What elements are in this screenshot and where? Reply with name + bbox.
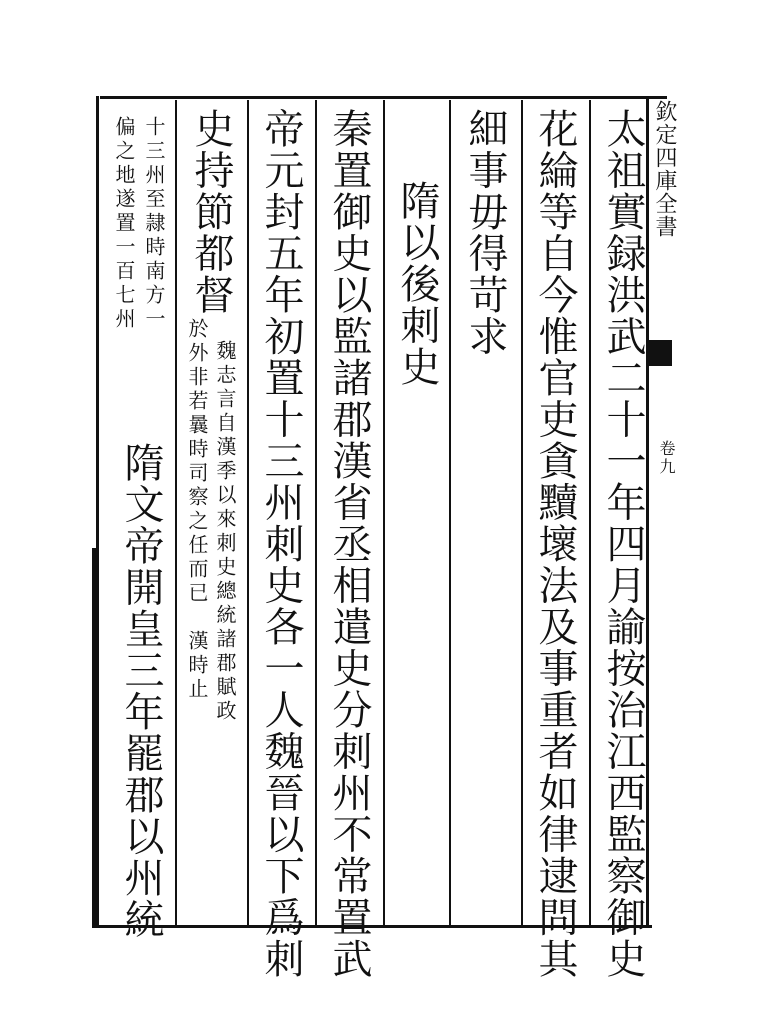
text-column-6: 帝元封五年初置十三州刺史各一人魏晉以下爲刺 [258, 108, 304, 980]
annotation-right: 魏志言自漢季以來刺史總統諸郡賦政 [213, 340, 237, 724]
column-divider [175, 100, 177, 925]
frame-right-border [646, 96, 649, 926]
volume-label: 卷九 [657, 440, 676, 476]
column-divider [449, 100, 451, 925]
text-column-7-main: 史持節都督 [188, 108, 234, 316]
column-divider [589, 100, 591, 925]
section-heading: 隋以後刺史 [394, 180, 440, 388]
book-title: 欽定四庫全書 [652, 100, 677, 238]
frame-top-border [100, 96, 667, 99]
text-column-2: 花綸等自今惟官吏貪黷壞法及事重者如律逮問其 [532, 108, 578, 980]
column-divider [383, 100, 385, 925]
annotation-left: 偏之地遂置一百七州 [112, 116, 136, 332]
column-divider [315, 100, 317, 925]
text-column-1: 太祖實録洪武二十一年四月諭按治江西監察御史 [600, 108, 646, 980]
text-column-3: 細事毋得苛求 [462, 108, 508, 357]
text-column-8-main: 隋文帝開皇三年罷郡以州統 [118, 442, 164, 940]
text-column-5: 秦置御史以監諸郡漢省丞相遣史分刺州不常置武 [326, 108, 372, 980]
annotation-right: 十三州至隷時南方一 [142, 116, 166, 332]
fishtail-mark [648, 340, 672, 366]
column-divider [247, 100, 249, 925]
annotation-left: 於外非若曩時司察之任而已 漢時止 [185, 318, 209, 702]
column-divider [521, 100, 523, 925]
frame-left-thick-border [92, 548, 98, 928]
